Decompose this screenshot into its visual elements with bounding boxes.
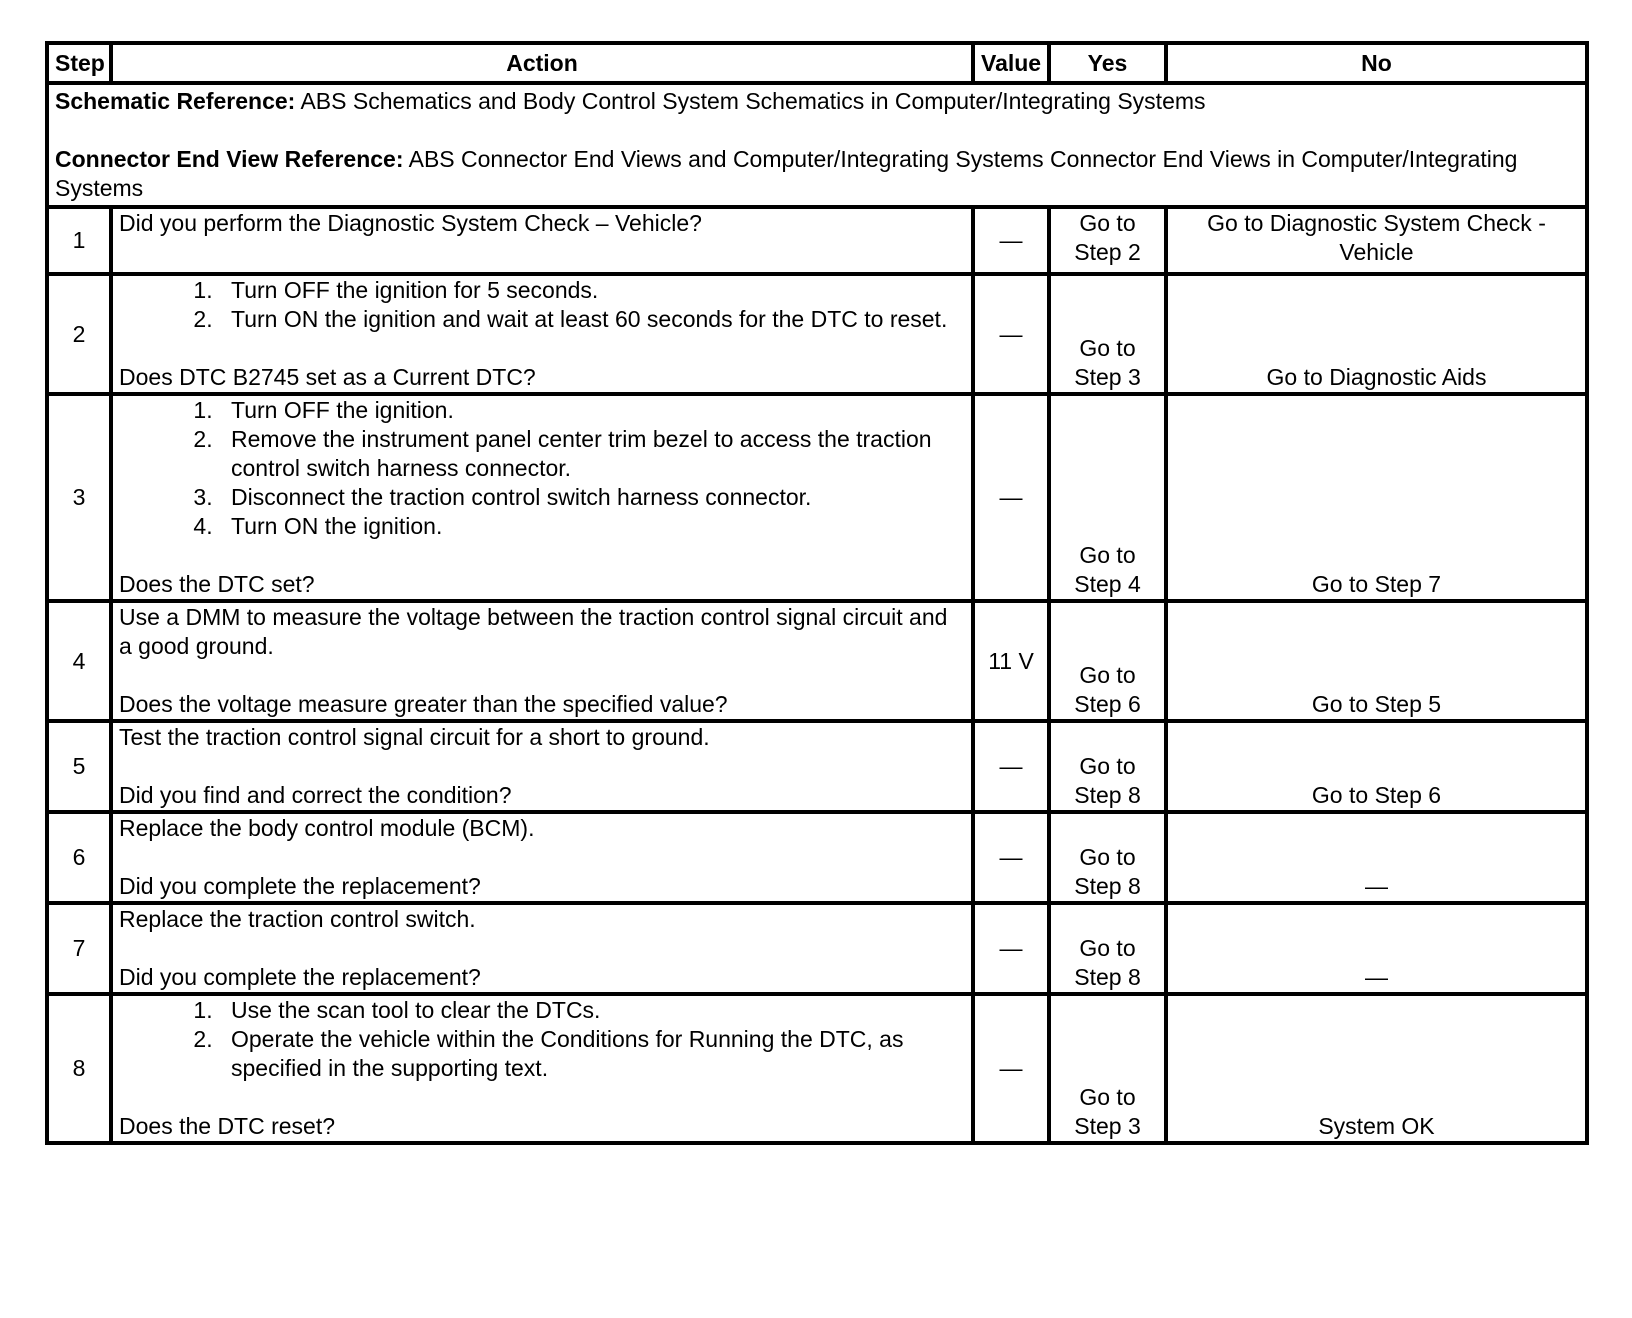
value-cell: — [973, 207, 1049, 274]
action-steps [119, 276, 965, 334]
header-action: Action [111, 43, 973, 83]
value-cell: — [973, 903, 1049, 994]
action-text: Test the traction control signal circuit for a short to ground. [119, 724, 710, 750]
yes-cell: Go to Step 4 [1049, 394, 1166, 601]
step-number: 2 [47, 274, 111, 394]
action-steps [119, 996, 965, 1083]
action-question: Does the voltage measure greater than the specified value? [119, 691, 728, 717]
action-cell [111, 903, 973, 994]
action-question: Does DTC B2745 set as a Current DTC? [119, 364, 536, 390]
yes-cell: Go to Step 8 [1049, 721, 1166, 812]
yes-cell: Go to Step 8 [1049, 903, 1166, 994]
table-row [47, 207, 1587, 274]
no-cell: Go to Step 6 [1166, 721, 1587, 812]
action-question: Does the DTC reset? [119, 1113, 336, 1139]
action-cell [111, 994, 973, 1143]
yes-cell: Go to Step 6 [1049, 601, 1166, 721]
action-cell [111, 812, 973, 903]
action-text: Replace the traction control switch. [119, 906, 476, 932]
action-text: Replace the body control module (BCM). [119, 815, 535, 841]
table-row [47, 903, 1587, 994]
list-item: 1. Turn OFF the ignition for 5 seconds. [219, 276, 965, 305]
value-cell: — [973, 994, 1049, 1143]
value-cell: — [973, 394, 1049, 601]
no-cell: System OK [1166, 994, 1587, 1143]
header-step: Step [47, 43, 111, 83]
header-row [47, 43, 1587, 83]
step-number: 3 [47, 394, 111, 601]
no-cell: Go to Diagnostic Aids [1166, 274, 1587, 394]
value-cell: 11 V [973, 601, 1049, 721]
list-item: 2. Turn ON the ignition and wait at least 60 seconds for the DTC to reset. [219, 305, 965, 334]
step-number: 4 [47, 601, 111, 721]
no-cell: Go to Step 5 [1166, 601, 1587, 721]
list-item: 2. Remove the instrument panel center trim bezel to access the traction control switch harness connector. [219, 425, 965, 483]
step-number: 6 [47, 812, 111, 903]
header-value: Value [973, 43, 1049, 83]
action-steps [119, 396, 965, 541]
reference-cell [47, 83, 1587, 207]
yes-cell: Go to Step 3 [1049, 994, 1166, 1143]
table-row [47, 274, 1587, 394]
list-item: 3. Disconnect the traction control switch harness connector. [219, 483, 965, 512]
list-item: 1. Turn OFF the ignition. [219, 396, 965, 425]
header-yes: Yes [1049, 43, 1166, 83]
no-cell: Go to Step 7 [1166, 394, 1587, 601]
table-row [47, 601, 1587, 721]
connector-reference: Connector End View Reference: ABS Connector End Views and Computer/Integrating Systems Connector End Views in Computer/Integrating Systems [55, 146, 1518, 201]
no-cell: — [1166, 812, 1587, 903]
reference-row [47, 83, 1587, 207]
list-item: 2. Operate the vehicle within the Conditions for Running the DTC, as specified in the supporting text. [219, 1025, 965, 1083]
table-row [47, 994, 1587, 1143]
action-question: Does the DTC set? [119, 571, 315, 597]
yes-cell: Go to Step 8 [1049, 812, 1166, 903]
action-question: Did you complete the replacement? [119, 964, 481, 990]
table-row [47, 812, 1587, 903]
action-text: Use a DMM to measure the voltage between the traction control signal circuit and a good ground. [119, 604, 948, 659]
list-item: 1. Use the scan tool to clear the DTCs. [219, 996, 965, 1025]
table-row [47, 394, 1587, 601]
value-cell: — [973, 274, 1049, 394]
diagnostic-table [45, 41, 1589, 1145]
action-cell [111, 394, 973, 601]
action-cell [111, 601, 973, 721]
step-number: 7 [47, 903, 111, 994]
step-number: 8 [47, 994, 111, 1143]
action-question: Did you find and correct the condition? [119, 782, 512, 808]
no-cell: Go to Diagnostic System Check - Vehicle [1166, 207, 1587, 274]
action-cell [111, 207, 973, 274]
yes-cell: Go to Step 2 [1049, 207, 1166, 274]
action-question: Did you perform the Diagnostic System Check – Vehicle? [119, 210, 702, 236]
step-number: 5 [47, 721, 111, 812]
action-cell [111, 721, 973, 812]
list-item: 4. Turn ON the ignition. [219, 512, 965, 541]
yes-cell: Go to Step 3 [1049, 274, 1166, 394]
header-no: No [1166, 43, 1587, 83]
no-cell: — [1166, 903, 1587, 994]
schematic-reference: Schematic Reference: ABS Schematics and Body Control System Schematics in Computer/Integrating Systems [55, 88, 1206, 114]
action-question: Did you complete the replacement? [119, 873, 481, 899]
step-number: 1 [47, 207, 111, 274]
value-cell: — [973, 721, 1049, 812]
table-row [47, 721, 1587, 812]
value-cell: — [973, 812, 1049, 903]
action-cell [111, 274, 973, 394]
